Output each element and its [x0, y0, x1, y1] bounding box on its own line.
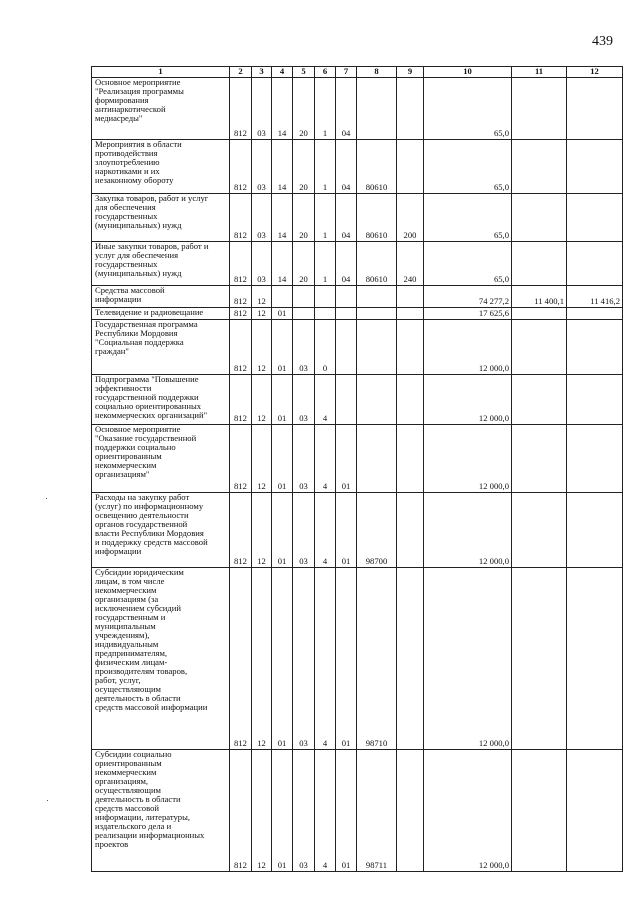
- col-11-cell: [512, 308, 567, 320]
- col-4-cell: 01: [272, 493, 293, 568]
- col-8-cell: 80610: [357, 194, 397, 242]
- col-7-cell: [336, 375, 357, 425]
- col-3-cell: 03: [252, 78, 272, 140]
- col-11-cell: [512, 320, 567, 375]
- col-6-cell: 0: [315, 320, 336, 375]
- col-11-cell: [512, 425, 567, 493]
- table-row: [92, 425, 623, 493]
- col-9-cell: [397, 375, 424, 425]
- header-row: [92, 67, 623, 78]
- col-4-cell: [272, 286, 293, 308]
- col-9-cell: [397, 286, 424, 308]
- col-9-cell: 240: [397, 242, 424, 286]
- col-10-cell: 12 000,0: [424, 568, 512, 750]
- row-name-cell: [92, 286, 230, 308]
- col-3-cell: 12: [252, 320, 272, 375]
- col-4-cell: 14: [272, 242, 293, 286]
- col-10-cell: 12 000,0: [424, 375, 512, 425]
- col-2-cell: 812: [230, 375, 252, 425]
- col-8-cell: [357, 375, 397, 425]
- header-cell: 12: [567, 67, 623, 78]
- row-name-text: Расходы на закупку работ (услуг) по информационному освещению деятельности органов государственной власти Республики Мордовия и поддержку средств массовой информации: [95, 492, 208, 557]
- header-cell: 6: [315, 67, 336, 78]
- col-5-cell: 03: [293, 425, 315, 493]
- col-12-cell: [567, 320, 623, 375]
- col-11-cell: [512, 493, 567, 568]
- col-6-cell: 4: [315, 568, 336, 750]
- col-7-cell: 04: [336, 78, 357, 140]
- col-8-cell: 98700: [357, 493, 397, 568]
- table-row: [92, 308, 623, 320]
- col-8-cell: 80610: [357, 242, 397, 286]
- table-row: [92, 78, 623, 140]
- table-row: [92, 242, 623, 286]
- col-12-cell: [567, 242, 623, 286]
- col-6-cell: [315, 286, 336, 308]
- col-11-cell: [512, 375, 567, 425]
- table-row: [92, 493, 623, 568]
- col-5-cell: 20: [293, 78, 315, 140]
- col-8-cell: [357, 320, 397, 375]
- col-10-cell: 74 277,2: [424, 286, 512, 308]
- col-7-cell: [336, 320, 357, 375]
- row-name-text: Закупка товаров, работ и услуг для обеспечения государственных (муниципальных) нужд: [95, 193, 209, 231]
- col-3-cell: 12: [252, 286, 272, 308]
- col-5-cell: 20: [293, 140, 315, 194]
- row-name-cell: [92, 140, 230, 194]
- header-cell: 4: [272, 67, 293, 78]
- scan-mark: [46, 498, 47, 499]
- col-4-cell: 01: [272, 425, 293, 493]
- col-12-cell: [567, 194, 623, 242]
- col-7-cell: 04: [336, 242, 357, 286]
- col-10-cell: 65,0: [424, 194, 512, 242]
- col-11-cell: [512, 194, 567, 242]
- table-row: [92, 140, 623, 194]
- col-5-cell: 03: [293, 493, 315, 568]
- header-cell: 11: [512, 67, 567, 78]
- col-5-cell: 03: [293, 568, 315, 750]
- col-5-cell: [293, 308, 315, 320]
- col-4-cell: 01: [272, 568, 293, 750]
- col-6-cell: 1: [315, 194, 336, 242]
- row-name-cell: [92, 78, 230, 140]
- col-10-cell: 12 000,0: [424, 320, 512, 375]
- col-4-cell: 01: [272, 320, 293, 375]
- row-name-cell: [92, 242, 230, 286]
- col-2-cell: 812: [230, 242, 252, 286]
- col-7-cell: [336, 286, 357, 308]
- col-9-cell: [397, 78, 424, 140]
- row-name-cell: [92, 425, 230, 493]
- col-3-cell: 12: [252, 493, 272, 568]
- col-12-cell: [567, 78, 623, 140]
- col-2-cell: 812: [230, 308, 252, 320]
- header-cell: 8: [357, 67, 397, 78]
- col-8-cell: 98710: [357, 568, 397, 750]
- col-7-cell: 04: [336, 194, 357, 242]
- col-8-cell: 98711: [357, 750, 397, 872]
- col-6-cell: 4: [315, 425, 336, 493]
- col-9-cell: 200: [397, 194, 424, 242]
- col-10-cell: 17 625,6: [424, 308, 512, 320]
- row-name-text: Основное мероприятие "Оказание государственной поддержки социально ориентированным некоммерческим организациям": [95, 424, 197, 480]
- row-name-text: Телевидение и радиовещание: [95, 307, 204, 317]
- col-10-cell: 12 000,0: [424, 425, 512, 493]
- row-name-cell: [92, 194, 230, 242]
- col-12-cell: [567, 375, 623, 425]
- col-12-cell: [567, 140, 623, 194]
- col-2-cell: 812: [230, 568, 252, 750]
- col-5-cell: 20: [293, 242, 315, 286]
- col-12-cell: [567, 750, 623, 872]
- col-11-cell: [512, 242, 567, 286]
- col-11-cell: [512, 78, 567, 140]
- col-11-cell: [512, 568, 567, 750]
- col-12-cell: [567, 493, 623, 568]
- row-name-text: Основное мероприятие "Реализация программы формирования антинаркотической медиасреды": [95, 77, 184, 124]
- col-12-cell: [567, 425, 623, 493]
- row-name-text: Государственная программа Республики Мордовия "Социальная поддержка граждан": [95, 319, 198, 357]
- header-cell: 9: [397, 67, 424, 78]
- col-9-cell: [397, 425, 424, 493]
- budget-table: [91, 66, 623, 872]
- table-row: [92, 568, 623, 750]
- col-2-cell: 812: [230, 194, 252, 242]
- header-cell: 5: [293, 67, 315, 78]
- col-9-cell: [397, 568, 424, 750]
- col-4-cell: 01: [272, 375, 293, 425]
- col-6-cell: 1: [315, 242, 336, 286]
- page-number: 439: [592, 34, 613, 49]
- row-name-cell: [92, 375, 230, 425]
- col-2-cell: 812: [230, 493, 252, 568]
- row-name-text: Иные закупки товаров, работ и услуг для обеспечения государственных (муниципальных) нужд: [95, 241, 209, 279]
- col-7-cell: 04: [336, 140, 357, 194]
- col-6-cell: [315, 308, 336, 320]
- col-7-cell: 01: [336, 750, 357, 872]
- col-7-cell: [336, 308, 357, 320]
- col-12-cell: [567, 308, 623, 320]
- header-cell: 10: [424, 67, 512, 78]
- header-cell: 7: [336, 67, 357, 78]
- col-9-cell: [397, 308, 424, 320]
- col-8-cell: [357, 78, 397, 140]
- col-12-cell: 11 416,2: [567, 286, 623, 308]
- col-7-cell: 01: [336, 568, 357, 750]
- col-9-cell: [397, 493, 424, 568]
- col-2-cell: 812: [230, 140, 252, 194]
- col-9-cell: [397, 750, 424, 872]
- table-row: [92, 375, 623, 425]
- col-5-cell: [293, 286, 315, 308]
- col-2-cell: 812: [230, 750, 252, 872]
- header-cell: 1: [92, 67, 230, 78]
- col-2-cell: 812: [230, 78, 252, 140]
- col-12-cell: [567, 568, 623, 750]
- col-3-cell: 12: [252, 568, 272, 750]
- row-name-text: Мероприятия в области противодействия злоупотреблению наркотиками и их незаконному обороту: [95, 139, 182, 186]
- col-10-cell: 12 000,0: [424, 493, 512, 568]
- col-4-cell: 14: [272, 140, 293, 194]
- col-2-cell: 812: [230, 425, 252, 493]
- col-5-cell: 03: [293, 750, 315, 872]
- col-8-cell: [357, 425, 397, 493]
- col-3-cell: 12: [252, 375, 272, 425]
- col-10-cell: 65,0: [424, 242, 512, 286]
- col-4-cell: 01: [272, 750, 293, 872]
- row-name-cell: [92, 308, 230, 320]
- col-3-cell: 12: [252, 308, 272, 320]
- col-3-cell: 12: [252, 750, 272, 872]
- col-4-cell: 14: [272, 194, 293, 242]
- col-2-cell: 812: [230, 286, 252, 308]
- table-row: [92, 194, 623, 242]
- col-3-cell: 03: [252, 242, 272, 286]
- col-9-cell: [397, 140, 424, 194]
- row-name-text: Подпрограмма "Повышение эффективности государственной поддержки социально ориентированных некоммерческих организаций": [95, 374, 208, 421]
- col-6-cell: 4: [315, 750, 336, 872]
- row-name-cell: [92, 568, 230, 750]
- col-5-cell: 03: [293, 320, 315, 375]
- header-cell: 3: [252, 67, 272, 78]
- col-11-cell: 11 400,1: [512, 286, 567, 308]
- col-8-cell: [357, 308, 397, 320]
- row-name-cell: [92, 320, 230, 375]
- col-5-cell: 20: [293, 194, 315, 242]
- col-9-cell: [397, 320, 424, 375]
- row-name-text: Субсидии социально ориентированным некоммерческим организациям, осуществляющим деятельность в области средств массовой информации, литературы, издательского дела и реализации информационных проектов: [95, 749, 205, 850]
- col-6-cell: 1: [315, 78, 336, 140]
- col-10-cell: 65,0: [424, 78, 512, 140]
- col-10-cell: 12 000,0: [424, 750, 512, 872]
- col-6-cell: 4: [315, 375, 336, 425]
- col-11-cell: [512, 750, 567, 872]
- col-4-cell: 01: [272, 308, 293, 320]
- col-3-cell: 12: [252, 425, 272, 493]
- col-3-cell: 03: [252, 194, 272, 242]
- row-name-text: Средства массовой информации: [95, 285, 165, 305]
- table-row: [92, 750, 623, 872]
- col-8-cell: [357, 286, 397, 308]
- row-name-cell: [92, 493, 230, 568]
- col-7-cell: 01: [336, 425, 357, 493]
- table-row: [92, 320, 623, 375]
- row-name-cell: [92, 750, 230, 872]
- col-6-cell: 1: [315, 140, 336, 194]
- col-11-cell: [512, 140, 567, 194]
- col-3-cell: 03: [252, 140, 272, 194]
- col-2-cell: 812: [230, 320, 252, 375]
- col-7-cell: 01: [336, 493, 357, 568]
- col-4-cell: 14: [272, 78, 293, 140]
- table-row: [92, 286, 623, 308]
- col-5-cell: 03: [293, 375, 315, 425]
- scan-mark: [47, 800, 48, 801]
- col-10-cell: 65,0: [424, 140, 512, 194]
- col-8-cell: 80610: [357, 140, 397, 194]
- header-cell: 2: [230, 67, 252, 78]
- row-name-text: Субсидии юридическим лицам, в том числе некоммерческим организациям (за исключением субсидий государственным и муниципальным учреждениям), индивидуальным предпринимателям, физическим лицам- производителям товаров, работ, услуг, осуществляющим деятельность в области средств массовой информации: [95, 567, 208, 713]
- col-6-cell: 4: [315, 493, 336, 568]
